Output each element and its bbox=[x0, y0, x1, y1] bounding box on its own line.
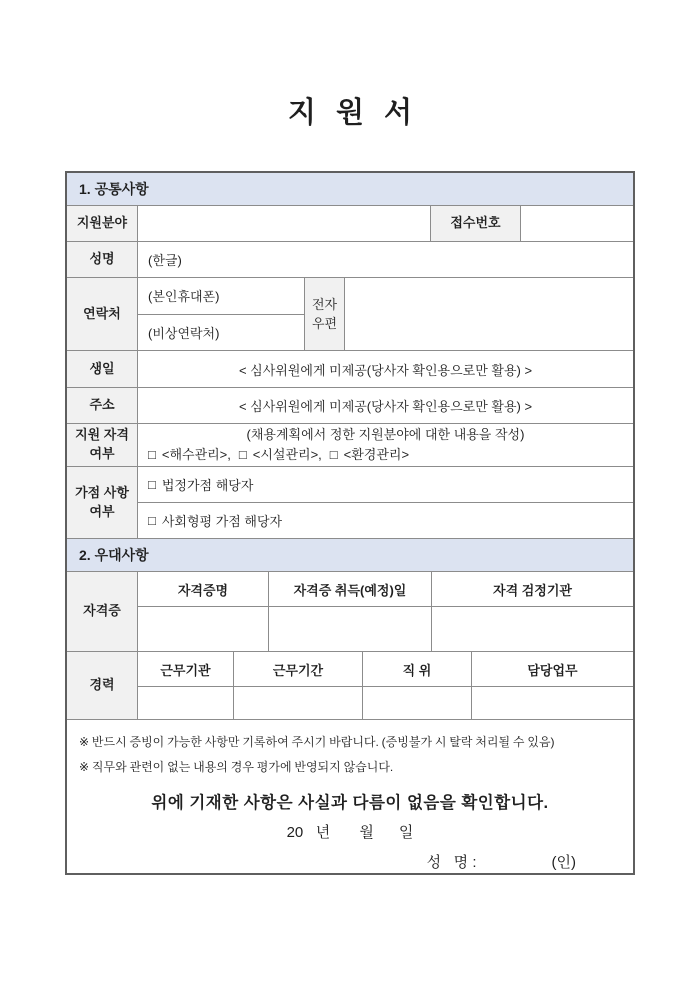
field-row bbox=[67, 205, 633, 241]
certificate-agency-header: 자격 검정기관 bbox=[431, 572, 633, 606]
qualification-note bbox=[138, 425, 633, 445]
name-label: 성명 bbox=[67, 242, 137, 277]
phone-cells bbox=[137, 278, 304, 350]
qualification-label bbox=[67, 424, 137, 466]
name-placeholder: (한글) bbox=[148, 253, 182, 268]
certificate-date-header: 자격증 취득(예정)일 bbox=[268, 572, 431, 606]
legal-bonus-text: 법정가점 해당자 bbox=[161, 478, 254, 493]
career-row bbox=[67, 651, 633, 719]
qualification-label-line2: 여부 bbox=[89, 446, 115, 461]
career-position-header: 직 위 bbox=[362, 652, 471, 686]
field-value-cell[interactable] bbox=[137, 206, 430, 241]
certificate-agency-input-cell[interactable] bbox=[431, 607, 633, 651]
section1-header bbox=[67, 173, 633, 205]
phone-self-cell[interactable] bbox=[138, 278, 304, 314]
certificate-name-input-cell[interactable] bbox=[138, 607, 268, 651]
certificate-table bbox=[137, 572, 633, 651]
name-value-cell[interactable] bbox=[137, 242, 633, 277]
email-label bbox=[304, 278, 344, 350]
birthday-value-cell[interactable] bbox=[137, 351, 633, 387]
checkbox-icon-legal-bonus[interactable]: □ bbox=[148, 477, 156, 492]
section2-header bbox=[67, 538, 633, 571]
career-data-row bbox=[138, 686, 633, 719]
address-notice: < 심사위원에게 미제공(당사자 확인용으로만 활용) > bbox=[238, 399, 533, 414]
career-duty-header: 담당업무 bbox=[471, 652, 633, 686]
qualification-options bbox=[138, 445, 633, 465]
bonus-label bbox=[67, 467, 137, 538]
birthday-notice: < 심사위원에게 미제공(당사자 확인용으로만 활용) > bbox=[238, 362, 533, 378]
phone-emergency-cell[interactable] bbox=[138, 314, 304, 351]
footer-note1: ※ 반드시 증빙이 가능한 사항만 기록하여 주시기 바랍니다. (증빙불가 시 탈락 처리될 수 있음) bbox=[79, 735, 555, 749]
contact-row bbox=[67, 277, 633, 350]
footer-note2: ※ 직무와 관련이 없는 내용의 경우 평가에 반영되지 않습니다. bbox=[79, 760, 394, 774]
certificate-row bbox=[67, 571, 633, 651]
career-header-row bbox=[138, 652, 633, 686]
option-facility-management: <시설관리>, bbox=[252, 447, 322, 462]
bonus-option-social bbox=[138, 502, 633, 538]
footer-cell bbox=[67, 719, 633, 873]
bonus-row bbox=[67, 466, 633, 538]
section1-header-label: 1. 공통사항 bbox=[79, 181, 149, 197]
section2-header-label: 2. 우대사항 bbox=[79, 547, 149, 563]
phone-emergency-placeholder: (비상연락처) bbox=[148, 325, 220, 341]
career-period-input-cell[interactable] bbox=[233, 687, 362, 719]
field-label: 지원분야 bbox=[67, 206, 137, 241]
qualification-label-line1: 지원 자격 bbox=[75, 427, 129, 443]
career-duty-input-cell[interactable] bbox=[471, 687, 633, 719]
qualification-note-text: (채용계획에서 정한 지원분야에 대한 내용을 작성) bbox=[246, 427, 525, 442]
checkbox-icon-environment[interactable]: □ bbox=[329, 447, 338, 462]
career-period-header: 근무기간 bbox=[233, 652, 362, 686]
address-row bbox=[67, 387, 633, 423]
phone-self-placeholder: (본인휴대폰) bbox=[148, 289, 220, 305]
social-bonus-text: 사회형평 가점 해당자 bbox=[161, 514, 283, 529]
career-table bbox=[137, 652, 633, 719]
application-form-table bbox=[65, 171, 635, 875]
certificate-header-row bbox=[138, 572, 633, 606]
confirmation-statement: 위에 기재한 사항은 사실과 다름이 없음을 확인합니다. bbox=[151, 794, 549, 812]
birthday-label: 생일 bbox=[67, 351, 137, 387]
bonus-label-line1: 가점 사항 bbox=[75, 484, 129, 500]
career-org-header: 근무기관 bbox=[160, 662, 211, 678]
contact-label: 연락처 bbox=[67, 278, 137, 350]
checkbox-icon-facility[interactable]: □ bbox=[238, 447, 247, 462]
email-value-cell[interactable] bbox=[344, 278, 633, 350]
bonus-option-legal bbox=[138, 467, 633, 502]
career-position-input-cell[interactable] bbox=[362, 687, 471, 719]
option-environment-management: <환경관리> bbox=[343, 447, 410, 462]
signature-line[interactable]: 성 명 : (인) bbox=[426, 854, 576, 871]
page-title: 지 원 서 bbox=[287, 97, 419, 129]
bonus-options bbox=[137, 467, 633, 538]
birthday-row bbox=[67, 350, 633, 387]
qualification-row bbox=[67, 423, 633, 466]
name-row bbox=[67, 241, 633, 277]
option-sea-management: <해수관리>, bbox=[161, 447, 231, 462]
certificate-date-input-cell[interactable] bbox=[268, 607, 431, 651]
career-label: 경력 bbox=[67, 652, 137, 719]
receipt-number-label: 접수번호 bbox=[430, 206, 520, 241]
checkbox-icon-social-bonus[interactable]: □ bbox=[148, 513, 156, 528]
career-org-input-cell[interactable] bbox=[138, 687, 233, 719]
bonus-label-line2: 여부 bbox=[89, 503, 115, 519]
email-label-line2: 우편 bbox=[311, 316, 338, 331]
date-line[interactable]: 20 년 월 일 bbox=[286, 824, 414, 841]
address-label: 주소 bbox=[67, 388, 137, 423]
certificate-name-header: 자격증명 bbox=[177, 582, 229, 598]
receipt-number-value-cell[interactable] bbox=[520, 206, 633, 241]
address-value-cell[interactable] bbox=[137, 388, 633, 423]
certificate-label: 자격증 bbox=[67, 572, 137, 651]
email-label-line1: 전자 bbox=[311, 296, 338, 312]
checkbox-icon-sea[interactable]: □ bbox=[148, 447, 156, 462]
certificate-data-row bbox=[138, 606, 633, 651]
qualification-content bbox=[137, 424, 633, 466]
